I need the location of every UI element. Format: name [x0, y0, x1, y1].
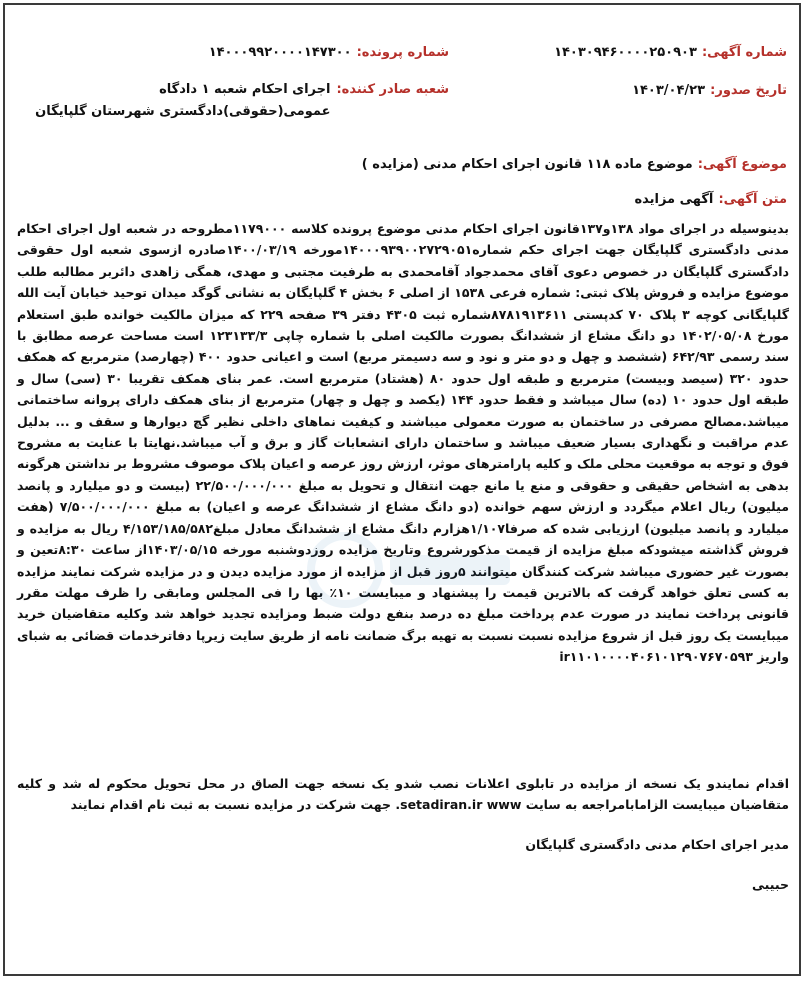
signature-title: مدیر اجرای احکام مدنی دادگستری گلپایگان [525, 837, 789, 852]
signature-name: حبیبی [752, 877, 789, 892]
subject-label: موضوع آگهی: [697, 157, 787, 172]
issue-date-label: تاریخ صدور: [710, 83, 787, 98]
issuer-value: اجرای احکام شعبه ۱ دادگاه عمومی(حقوقی)دادگستری شهرستان گلپایگان [35, 82, 331, 119]
file-number-row [209, 41, 449, 60]
notice-number-row [554, 41, 787, 60]
notice-number-label: شماره آگهی: [701, 45, 787, 60]
file-number-label: شماره پرونده: [356, 45, 449, 60]
issuer-row [29, 79, 449, 123]
auction-main-paragraph: بدینوسیله در اجرای مواد ۱۳۸و۱۳۷قانون اجرای احکام مدنی موضوع پرونده کلاسه ۱۱۷۹۰۰۰مطروحه در شعبه اول اجرای احکام مدنی دادگستری گلپایگان جهت اجرای حکم شماره۱۴۰۰۰۹۳۹۰۰۲۷۲۹۰۵۱مورخه ۱۴۰۰/۰۳/۱۹صادره ازسوی شعبه اول حقوقی دادگستری گلپایگان در خصوص دعوی آقای محمدجواد آقامحمدی به طرفیت مجتبی و مهدی، همگی زاهدی دائربر مطالبه طلب موضوع مزایده و فروش پلاک ثبتی: شماره فرعی ۱۵۳۸ از اصلی ۶ بخش ۴ گلپایگان به نشانی گوگد میدان توحید خیابان آیت الله گلپایگانی کوچه ۳ پلاک ۷۰ کدپستی ۸۷۸۱۹۱۳۶۱۱شماره ثبت ۴۳۰۵ دفتر ۳۹ صفحه ۲۲۹ که میزان مالکیت خوانده طبق استعلام مورخ ۱۴۰۲/۰۵/۰۸ دو دانگ مشاع از ششدانگ بصورت مالکیت اصلی با شماره چاپی ۱۲۳۱۳۳/۳ است مساحت عرصه مطابق با سند رسمی ۶۴۲/۹۳ (ششصد و چهل و دو متر و نود و سه دسیمتر مربع) است و اعیانی حدود ۴۰۰ (چهارصد) مترمربع که همکف حدود ۳۲۰ (سیصد وبیست) مترمربع و طبقه اول حدود ۸۰ (هشتاد) مترمربع است. عمر بنای همکف تقریبا ۳۰ (سی) سال و طبقه اول حدود ۱۰ (ده) سال میباشد و فقط حدود ۱۴۴ (یکصد و چهل و چهار) مترمربع از بنای همکف دارای پروانه ساختمانی میباشد.مصالح مصرفی در ساختمان به صورت معمولی میباشند و کیفیت نماهای داخلی نظیر گچ دیوارها و سقف و ... بدلیل عدم مراقبت و نگهداری بسیار ضعیف میباشد و ساختمان دارای انشعابات گاز و برق و آب میباشد.نهایتا با عنایت به مشروح فوق و توجه به موقعیت محلی ملک و کلیه پارامترهای موثر، ارزش روز عرصه و اعیان پلاک موصوف مشروط بر نداشتن هرگونه بدهی به اشخاص حقیقی و حقوقی و منع یا مانع جهت انتقال و تحویل به مبلغ ۲۲/۵۰۰/۰۰۰/۰۰۰ (بیست و دو میلیارد و پانصد میلیون) ریال اعلام میگردد و ارزش سهم خوانده (دو دانگ مشاع از ششدانگ عرصه و اعیان) به مبلغ ۷/۵۰۰/۰۰۰/۰۰۰ (هفت میلیارد و پانصد میلیون) ارزیابی شده که صرفا۱/۱۰۷هزارم دانگ مشاع از ششدانگ معادل مبلغ۴/۱۵۳/۱۸۵/۵۸۲ ریال به مزایده و فروش گذاشته میشودکه مبلغ مزایده از قیمت مذکورشروع وتاریخ مزایده روزدوشنبه مورخه ۱۴۰۳/۰۵/۱۵از ساعت ۸:۳۰تعین و بصورت غیر حضوری میباشد شرکت کنندگان میتوانند ۵روز قبل از مزایده از مورد مزایده دیدن و در مزایده شرکت نمایند مزایده به کسی تعلق خواهد گرفت که بالاترین قیمت را پیشنهاد و میبایست ۱۰٪ بها را فی المجلس ومابقی را ظرف مهلت مقرر قانونی پرداخت نمایند در صورت عدم پرداخت مبلغ ده درصد بنفع دولت ضبط ومزایده تجدید خواهد شد وکلیه متقاضیان خرید میبایست یک روز قبل از شروع مزایده نسبت نسبت به تهیه برگ ضمانت نامه از طریق سایت زیرپا دفاترخدمات قضائی به شبای واریز ir۱۱۰۱۰۰۰۰۴۰۶۱۰۱۲۹۰۷۶۷۰۵۹۳ [17, 221, 790, 665]
file-number-value: ۱۴۰۰۰۹۹۲۰۰۰۰۱۴۷۳۰۰ [208, 45, 352, 60]
subject-row [362, 153, 787, 172]
subject-value: موضوع ماده ۱۱۸ قانون اجرای احکام مدنی (مزایده ) [361, 157, 693, 172]
issue-date-row [632, 79, 787, 98]
auction-instruction-paragraph: اقدام نمایندو یک نسخه از مزایده در تابلوی اعلانات نصب شدو یک نسخه جهت الصاق در محل تحویل محکوم له شد و کلیه متقاضیان میبایست الزامابامراجعه به سایت setadiran.ir www. جهت شرکت در مزایده نسبت به ثبت نام اقدام نمایند [17, 776, 789, 813]
notice-text-label: متن آگهی: [718, 192, 787, 207]
issuer-label: شعبه صادر کننده: [336, 82, 449, 97]
notice-text-row [634, 188, 787, 207]
issue-date-value: ۱۴۰۳/۰۴/۲۳ [632, 83, 706, 98]
notice-title: آگهی مزایده [634, 192, 714, 207]
notice-number-value: ۱۴۰۳۰۹۴۶۰۰۰۰۲۵۰۹۰۳ [554, 45, 697, 60]
notice-document [3, 3, 801, 976]
